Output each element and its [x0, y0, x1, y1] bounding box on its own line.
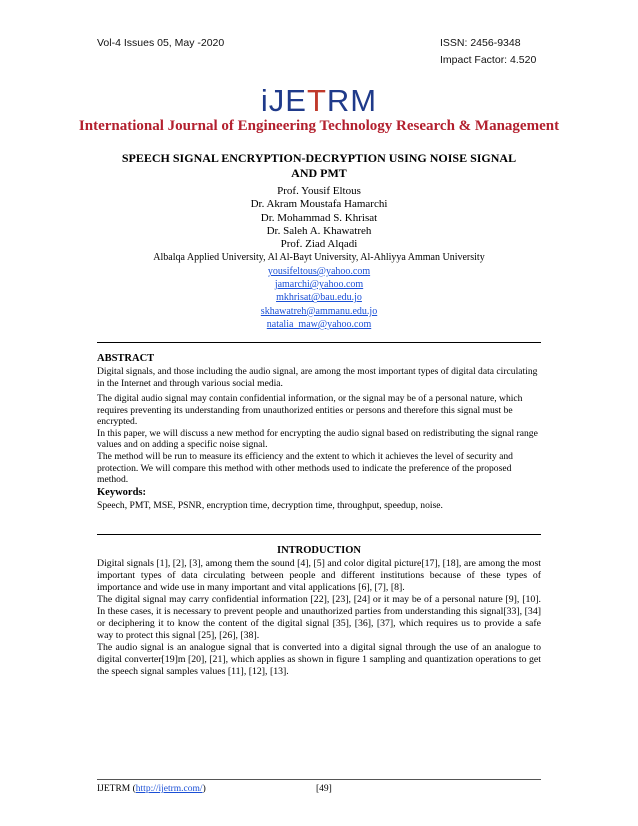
introduction-paragraph: The digital signal may carry confidential information [22], [23], [24] or it may be of a personal nature [9], [10]. In these cases, it is necessary to prevent people and unauthorized parties from understanding this signal[33], [34] or deciphering it to know the content of the digital signal [35], [36], [37], which requires us to provide a safe way to protect this signal [25], [26], [38].: [97, 594, 541, 641]
abstract-paragraph-part: In this paper, we will discuss a new method for encrypting the audio signal based on redistributing the signal range values and on adding a specific noise signal.: [97, 427, 538, 451]
email-link[interactable]: skhawatreh@ammanu.edu.jo: [260, 305, 378, 317]
introduction-paragraph: Digital signals [1], [2], [3], among them the sound [4], [5] and color digital picture[17], [18], are among the most important types of data circulating between people and different institutions because of these types of importance and wide use in many important and vital applications [6], [7], [8].: [97, 558, 541, 593]
introduction-body: [97, 558, 541, 678]
abstract-paragraph: [97, 393, 541, 451]
abstract-paragraph-part: The digital audio signal may contain confidential information, or the signal may be of a personal nature, which requires preventing its understanding from unauthorized entities or persons and therefore this signal must be encrypted.: [97, 393, 523, 428]
abstract-heading: ABSTRACT: [97, 353, 155, 364]
header-impact-factor: Impact Factor: 4.520: [440, 54, 537, 66]
paper-title: SPEECH SIGNAL ENCRYPTION-DECRYPTION USING NOISE SIGNAL AND PMT: [121, 151, 517, 180]
abstract-paragraph: Digital signals, and those including the audio signal, are among the most important types of digital data circulating in the Internet and through various social media.: [97, 366, 538, 389]
author-name: Prof. Ziad Alqadi: [280, 238, 358, 251]
author-name: Prof. Yousif Eltous: [277, 185, 361, 197]
introduction-paragraph: The audio signal is an analogue signal that is converted into a digital signal through the use of an analogue to digital converter[19]m [20], [21], which applies as shown in figure 1 sampling and quantization operations to get the speech signal samples values [11], [12], [13].: [97, 642, 541, 677]
header-issn: ISSN: 2456-9348: [440, 37, 521, 49]
header-volume: Vol-4 Issues 05, May -2020: [97, 37, 225, 49]
page-number: [49]: [316, 784, 332, 794]
logo-part-2: T: [306, 83, 327, 118]
abstract-paragraph: The method will be run to measure its efficiency and the extent to which it achieves the level of security and protection. We will compare this method with other methods used to indicate the preference of the proposed method.: [97, 451, 513, 486]
introduction-heading: INTRODUCTION: [276, 545, 361, 556]
email-link[interactable]: natalia_maw@yahoo.com: [266, 318, 372, 330]
footer-close: ): [202, 784, 206, 794]
logo-part-1: iJE: [260, 83, 307, 118]
journal-name: International Journal of Engineering Technology Research & Management: [78, 118, 560, 134]
logo-part-3: RM: [326, 83, 378, 118]
footer-divider: [97, 779, 541, 780]
footer-journal: [97, 784, 206, 794]
author-name: Dr. Akram Moustafa Hamarchi: [250, 198, 388, 211]
email-link[interactable]: mkhrisat@bau.edu.jo: [276, 292, 362, 304]
footer-url-link[interactable]: http://ijetrm.com/: [135, 784, 203, 794]
author-name: Dr. Saleh A. Khawatreh: [266, 224, 372, 237]
keywords-heading: Keywords:: [97, 487, 146, 498]
author-name: Dr. Mohammad S. Khrisat: [260, 211, 378, 224]
email-link[interactable]: jamarchi@yahoo.com: [274, 279, 364, 291]
author-block: [0, 185, 638, 331]
keywords-text: Speech, PMT, MSE, PSNR, encryption time, decryption time, throughput, speedup, noise.: [97, 500, 443, 511]
email-link[interactable]: yousifeltous@yahoo.com: [267, 265, 371, 277]
affiliation: Albalqa Applied University, Al Al-Bayt University, Al-Ahliyya Amman University: [153, 252, 485, 264]
journal-logo: [0, 84, 638, 118]
divider: [97, 534, 541, 535]
footer-abbr: IJETRM (: [97, 784, 136, 794]
divider: [97, 342, 541, 343]
